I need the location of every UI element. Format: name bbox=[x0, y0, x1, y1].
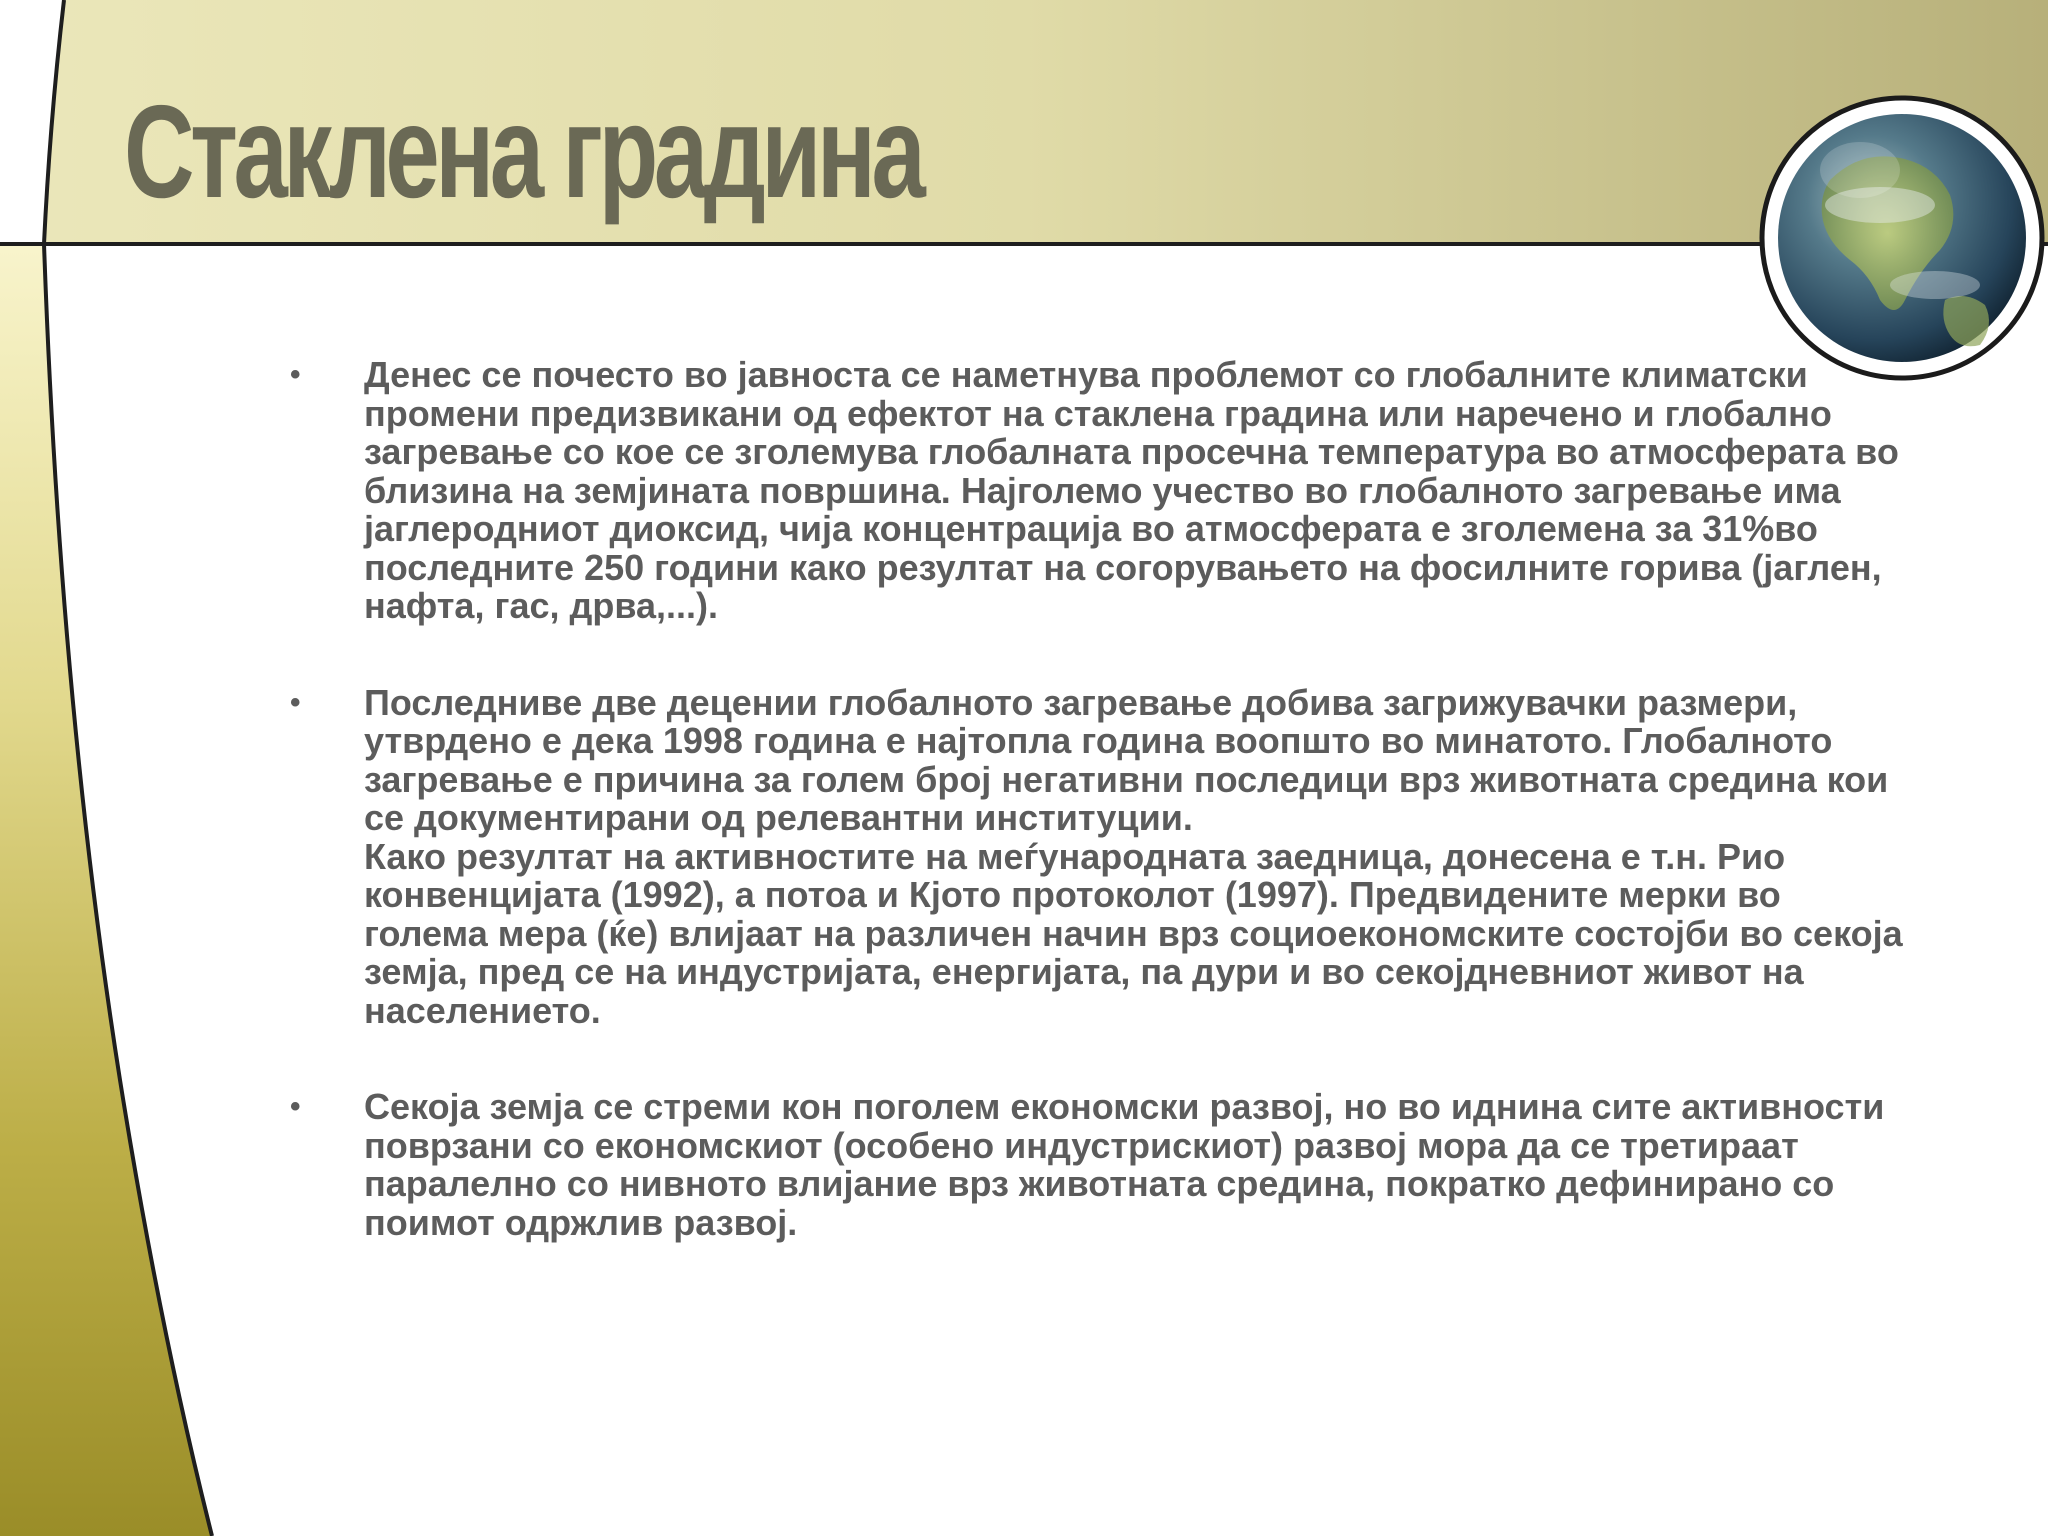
globe-highlight bbox=[1820, 142, 1900, 198]
bullet-item bbox=[284, 1088, 1904, 1242]
bullet-item bbox=[284, 356, 1904, 626]
bullet-dot-icon: • bbox=[290, 1090, 301, 1123]
bullet-dot-icon: • bbox=[290, 358, 301, 391]
bullet-paragraph: Последниве две децении глобалното загревање добива загрижувачки размери, утврдено е дека 1998 година е најтопла година воопшто во минатото. Глобалното загревање е причина за голем број негативни последици врз животната средина кои се документирани од релевантни институции. bbox=[364, 681, 1889, 838]
bullet-paragraph: Денес се почесто во јавноста се наметнува проблемот со глобалните климатски промени предизвикани од ефектот на стаклена градина или наречено и глобално загревање со кое се зголемува глобалната просечна температура во атмосферата во близина на земјината површина. Најголемо учество во глобалното загревање има јаглеродниот диоксид, чија концентрација во атмосферата е зголемена за 31%во последните 250 години како резултат на согорувањето на фосилните горива (јаглен, нафта, гас, дрва,...). bbox=[364, 354, 1899, 626]
bullet-list bbox=[284, 356, 1904, 1300]
bullet-paragraph: Како резултат на активностите на меѓународната заедница, донесена е т.н. Рио конвенцијата (1992), а потоа и Кјото протоколот (1997). Предвидените мерки во голема мера (ќе) влијаат на различен начин врз социоекономските состојби во секоја земја, пред се на индустријата, енергијата, па дури и во секојдневниот живот на населението. bbox=[364, 835, 1903, 1031]
bullet-dot-icon: • bbox=[290, 685, 301, 719]
side-band bbox=[0, 244, 212, 1536]
globe-cloud-2 bbox=[1890, 271, 1980, 299]
bullet-item bbox=[284, 681, 1904, 1031]
globe-icon bbox=[1762, 98, 2042, 378]
bullet-paragraph: Секоја земја се стреми кон поголем економски развој, но во иднина сите активности поврзани со економскиот (особено индустрискиот) развој мора да се третираат паралелно со нивното влијание врз животната средина, пократко дефинирано со поимот одржлив развој. bbox=[364, 1086, 1885, 1243]
slide-title: Стаклена градина bbox=[124, 78, 922, 225]
